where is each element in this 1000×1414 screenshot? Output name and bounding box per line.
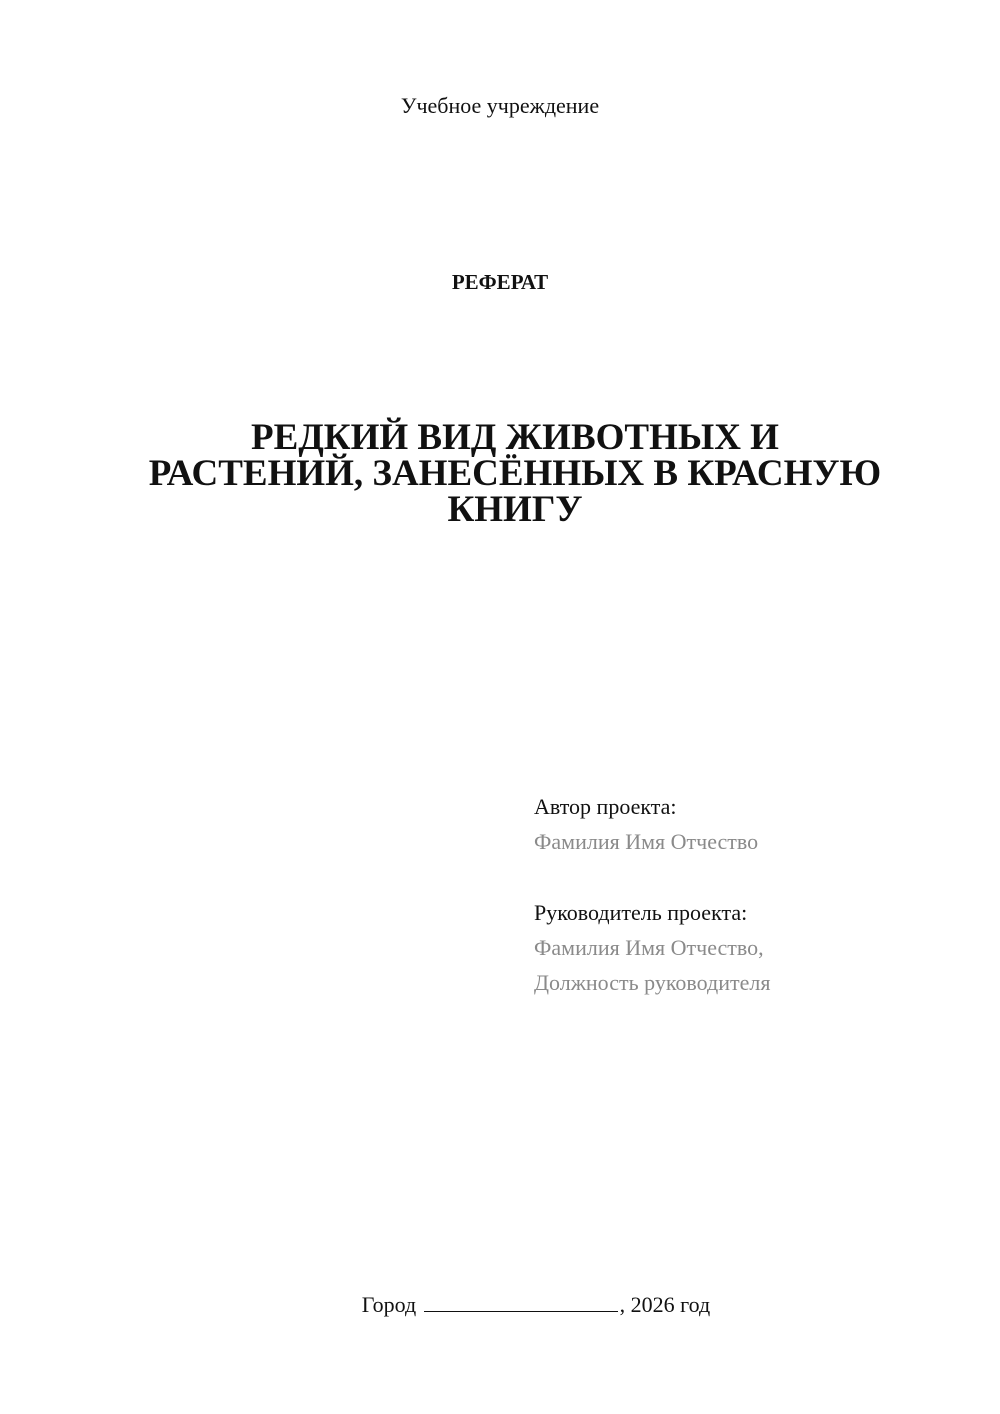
city-label: Город [361,1292,417,1317]
supervisor-label: Руководитель проекта: [534,900,748,925]
city-year-line [0,1291,1000,1319]
institution-name: Учебное учреждение [400,93,600,118]
title-line-3: КНИГУ [447,489,583,530]
city-blank-line [424,1291,618,1312]
document-type: РЕФЕРАТ [451,270,549,294]
supervisor-name-placeholder: Фамилия Имя Отчество, [534,935,764,960]
title-line-2: РАСТЕНИЙ, ЗАНЕСЁННЫХ В КРАСНУЮ [148,453,882,494]
author-label: Автор проекта: [534,794,677,819]
authors-block [534,789,770,1000]
supervisor-position-placeholder: Должность руководителя [534,970,771,995]
year-text: , 2026 год [619,1292,711,1317]
title-line-1: РЕДКИЙ ВИД ЖИВОТНЫХ И [251,417,779,458]
document-title [120,417,910,530]
spacer [534,859,770,895]
author-name-placeholder: Фамилия Имя Отчество [534,829,759,854]
